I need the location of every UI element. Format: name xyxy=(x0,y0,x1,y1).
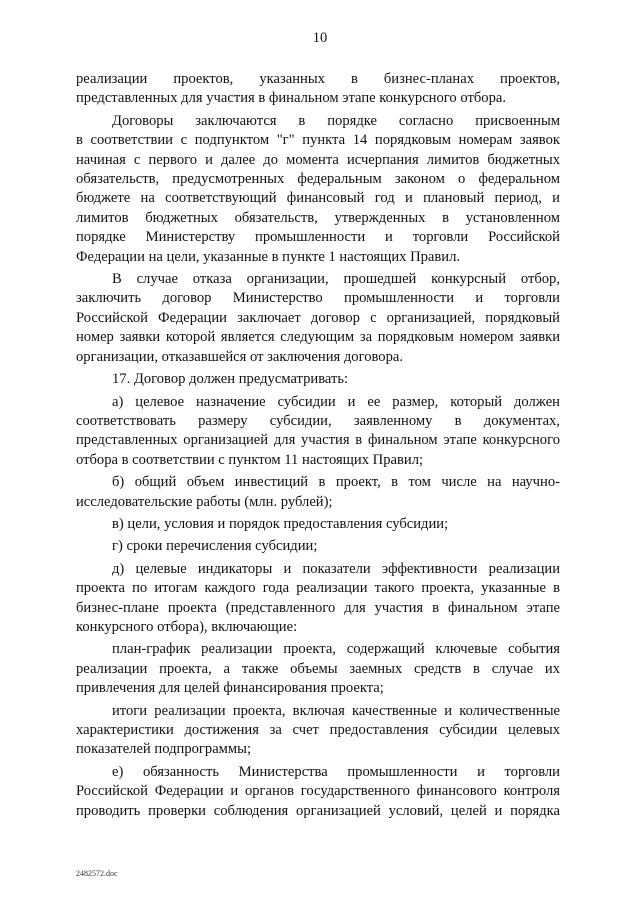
text-line: в) цели, условия и порядок предоставления субсидии; xyxy=(112,515,449,532)
text-line: начиная с первого и далее до момента исчерпания лимитов бюджетных xyxy=(76,151,560,168)
paragraph xyxy=(76,763,560,821)
text-line: номер заявки которой является следующим за порядковым номером заявки xyxy=(76,329,560,346)
text-line: проводить проверки соблюдения организацией условий, целей и порядка xyxy=(76,802,560,819)
text-line: е) обязанность Министерства промышленности и торговли xyxy=(112,763,560,780)
text-line: а) целевое назначение субсидии и ее размер, который должен xyxy=(112,393,560,410)
text-line: б) общий объем инвестиций в проект, в том числе на научно- xyxy=(112,474,560,491)
paragraph xyxy=(76,393,560,471)
text-line: отбора в соответствии с пунктом 11 настоящих Правил; xyxy=(76,451,424,468)
text-line: конкурсного отбора), включающие: xyxy=(76,618,298,635)
paragraph xyxy=(76,640,560,698)
text-line: представленных организацией для участия в финальном этапе конкурсного xyxy=(76,432,560,449)
file-reference: 2482572.doc xyxy=(76,869,118,878)
text-line: план-график реализации проекта, содержащий ключевые события xyxy=(112,641,560,658)
text-line: представленных для участия в финальном этапе конкурсного отбора. xyxy=(76,90,506,107)
text-line: 17. Договор должен предусматривать: xyxy=(112,371,349,388)
text-line: обязательств, предусмотренных федеральным законом о федеральном xyxy=(76,171,560,188)
paragraph xyxy=(76,515,560,534)
paragraph xyxy=(76,560,560,638)
text-line: организации, отказавшейся от заключения договора. xyxy=(76,348,404,365)
paragraph xyxy=(76,537,560,556)
text-line: лимитов бюджетных обязательств, утвержденных в установленном xyxy=(76,209,560,226)
text-line: г) сроки перечисления субсидии; xyxy=(112,538,318,555)
text-line: характеристики достижения за счет предоставления субсидии целевых xyxy=(76,722,560,738)
text-line: порядке Министерству промышленности и торговли Российской xyxy=(76,229,560,246)
text-line: бюджете на соответствующий финансовый год и плановый период, и xyxy=(76,190,560,207)
text-line: Российской Федерации заключает договор с организацией, порядковый xyxy=(76,309,560,326)
text-line: Договоры заключаются в порядке согласно присвоенным xyxy=(112,112,560,129)
paragraph xyxy=(76,112,560,267)
text-line: показателей подпрограммы; xyxy=(76,741,251,758)
text-line: реализации проекта, а также объемы заемных средств в случае их xyxy=(76,660,560,677)
text-line: в соответствии с подпунктом "г" пункта 14 порядковым номерам заявок xyxy=(76,132,560,149)
paragraph xyxy=(76,270,560,367)
paragraph xyxy=(76,702,560,760)
text-line: д) целевые индикаторы и показатели эффективности реализации xyxy=(112,560,560,577)
document-body xyxy=(76,70,560,824)
text-line: заключить договор Министерство промышленности и торговли xyxy=(76,290,560,307)
text-line: итоги реализации проекта, включая качественные и количественные xyxy=(112,702,560,719)
text-line: исследовательские работы (млн. рублей); xyxy=(76,493,333,510)
paragraph xyxy=(76,370,560,389)
text-line: проекта по итогам каждого года реализации такого проекта, указанные в xyxy=(76,580,560,597)
page-number: 10 xyxy=(312,30,328,46)
text-line: привлечения для целей финансирования проекта; xyxy=(76,680,384,697)
text-line: соответствовать размеру субсидии, заявленному в документах, xyxy=(76,412,560,429)
text-line: реализации проектов, указанных в бизнес-планах проектов, xyxy=(76,71,560,87)
paragraph xyxy=(76,70,560,109)
text-line: бизнес-плане проекта (представленного для участия в финальном этапе xyxy=(76,599,560,616)
paragraph xyxy=(76,473,560,512)
text-line: Федерации на цели, указанные в пункте 1 настоящих Правил. xyxy=(76,248,461,265)
text-line: Российской Федерации и органов государственного финансового контроля xyxy=(76,783,560,800)
text-line: В случае отказа организации, прошедшей конкурсный отбор, xyxy=(112,271,560,288)
